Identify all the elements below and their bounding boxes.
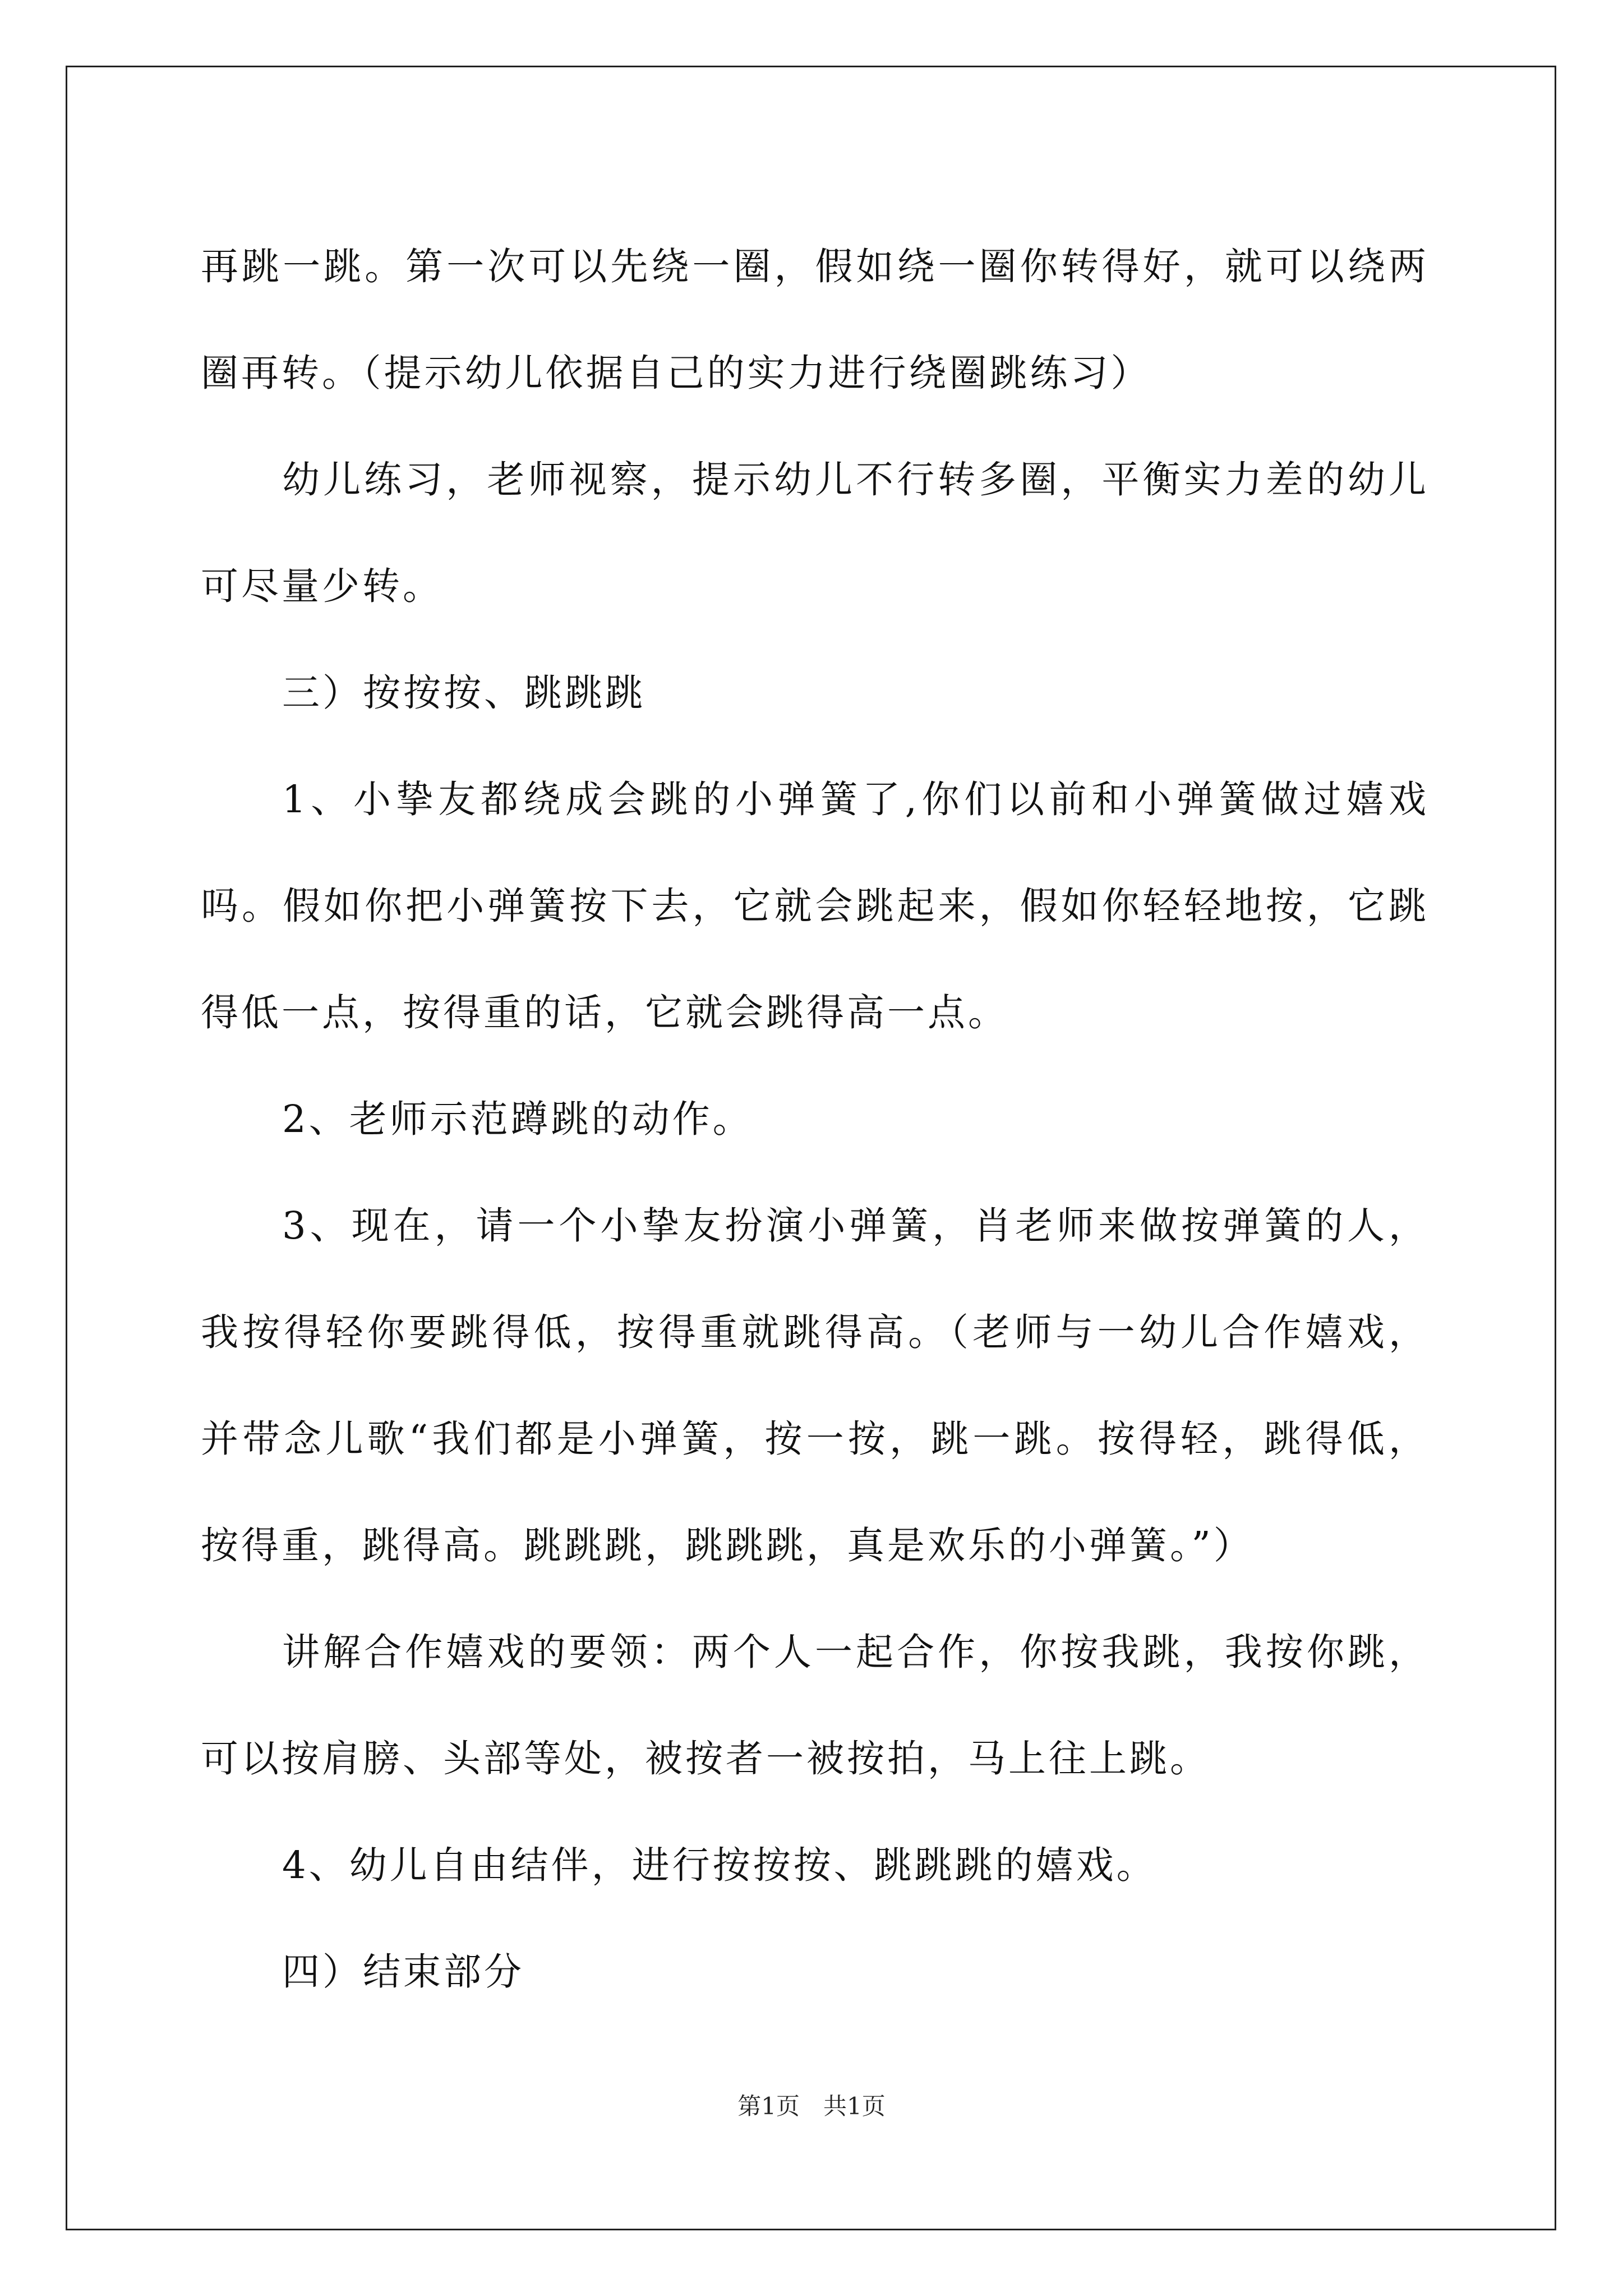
section-heading-3: 三）按按按、跳跳跳 [282, 671, 645, 715]
paragraph-2: 幼儿练习，老师视察，提示幼儿不行转多圈，平衡实力差的幼儿可尽量少转。 [201, 458, 1429, 608]
section-heading-4: 四）结束部分 [282, 1950, 524, 1994]
paragraph-step-3: 3、现在，请一个小挚友扮演小弹簧，肖老师来做按弹簧的人，我按得轻你要跳得低，按得重就跳得高。（老师与一幼儿合作嬉戏，并带念儿歌“我们都是小弹簧，按一按，跳一跳。按得轻，跳得低，按得重，跳得高。跳跳跳，跳跳跳，真是欢乐的小弹簧。”） [201, 1204, 1429, 1567]
document-body [201, 213, 1429, 2025]
paragraph-step-4: 4、幼儿自由结伴，进行按按按、跳跳跳的嬉戏。 [282, 1843, 1157, 1887]
paragraph-step-2: 2、老师示范蹲跳的动作。 [282, 1097, 753, 1141]
page-footer: 第1页 共1页 [737, 2092, 886, 2120]
paragraph-step-1: 1、小挚友都绕成会跳的小弹簧了,你们以前和小弹簧做过嬉戏吗。假如你把小弹簧按下去，它就会跳起来，假如你轻轻地按，它跳得低一点，按得重的话，它就会跳得高一点。 [201, 777, 1429, 1034]
paragraph-1: 再跳一跳。第一次可以先绕一圈，假如绕一圈你转得好，就可以绕两圈再转。（提示幼儿依据自己的实力进行绕圈跳练习） [201, 245, 1429, 395]
paragraph-explanation: 讲解合作嬉戏的要领：两个人一起合作，你按我跳，我按你跳，可以按肩膀、头部等处，被按者一被按拍，马上往上跳。 [201, 1630, 1429, 1780]
